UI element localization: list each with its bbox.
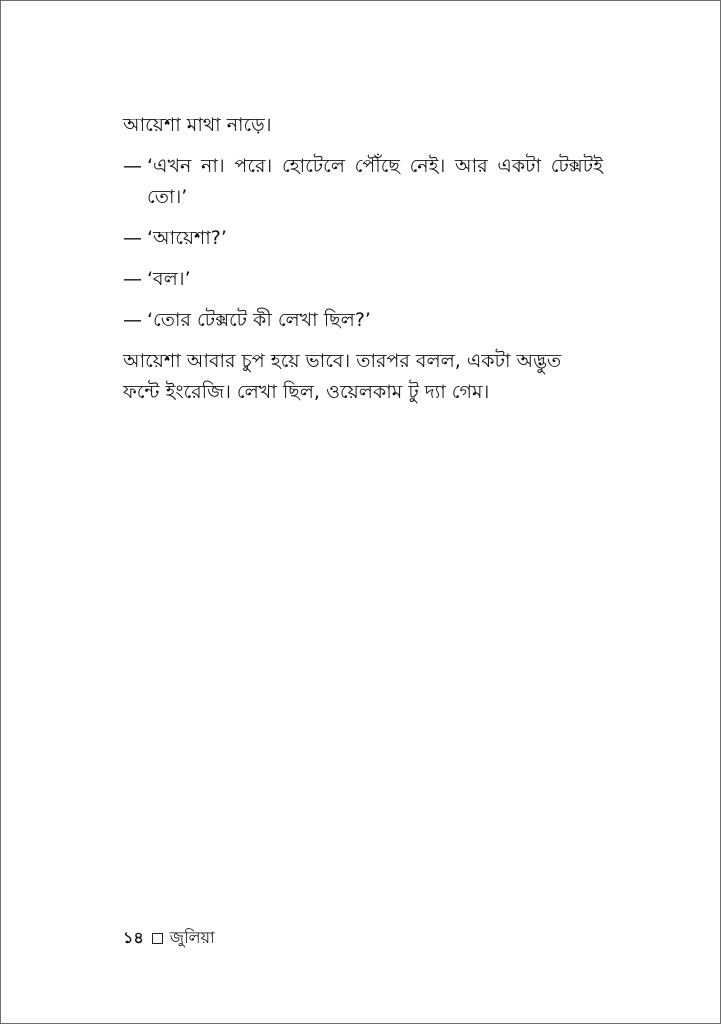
dialogue-line-ayesha — [123, 223, 603, 254]
em-dash: — — [123, 227, 142, 249]
em-dash: — — [123, 155, 142, 177]
dialogue-text: ‘আয়েশা?’ — [147, 227, 227, 249]
paragraph-nod: আয়েশা মাথা নাড়ে। — [123, 114, 272, 136]
dialogue-text: ‘এখন না। পরে। হোটেলে পৌঁছে নেই। আর একটা টেক্সটই তো।’ — [147, 155, 603, 208]
em-dash: — — [123, 309, 142, 331]
dialogue-line-what-text — [123, 305, 603, 336]
em-dash: — — [123, 268, 142, 290]
page-footer — [123, 926, 215, 950]
book-title: জুলিয়া — [169, 928, 215, 947]
dialogue-line-not-now — [123, 151, 603, 213]
body-text — [123, 110, 603, 408]
page-number: ১৪ — [123, 928, 144, 947]
dialogue-text: ‘তোর টেক্সটে কী লেখা ছিল?’ — [147, 309, 371, 331]
box-icon — [152, 933, 163, 944]
dialogue-line-bolo — [123, 264, 603, 295]
paragraph-welcome-game: আয়েশা আবার চুপ হয়ে ভাবে। তারপর বলল, একটা অদ্ভুত ফন্টে ইংরেজি। লেখা ছিল, ওয়েলকাম টু দ্যা গেম। — [123, 350, 562, 403]
dialogue-text: ‘বল।’ — [147, 268, 191, 290]
